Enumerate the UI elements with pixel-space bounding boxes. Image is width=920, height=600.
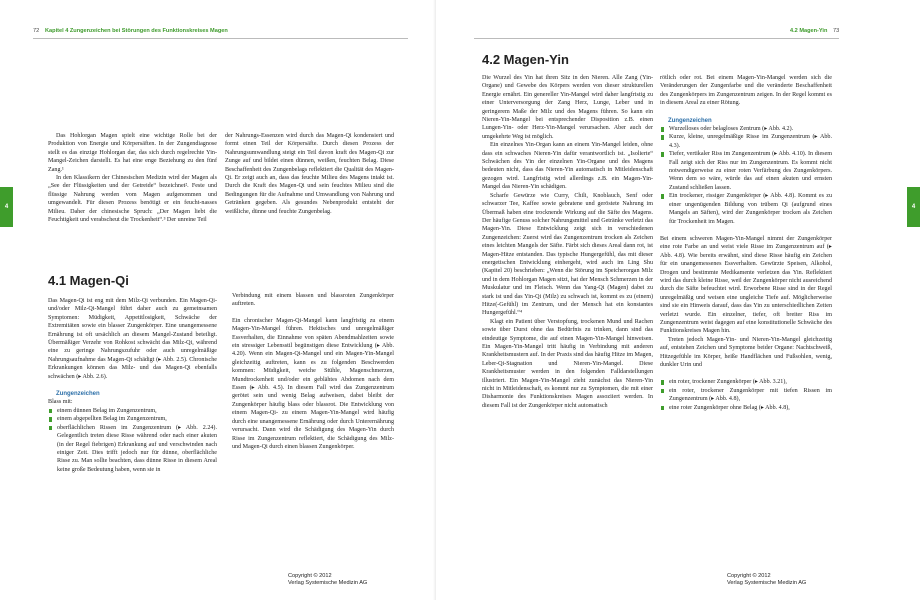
body-paragraph: Die Wurzel des Yin hat ihren Sitz in den Nieren. Alle Zang (Yin-Organe) und Gewebe des Körpers werden von dieser strukturellen Energie ernährt. Ein genereller Yin-Mangel wird daher langfristig zu einer Unterversorgung der Zang Herz, Lunge, Leber und in geringerem Maße der Milz und des Magens führen. So kann ein Nieren-Yin-Mangel bei entsprechender Disposition z.B. einen Lungen-Yin- oder Herz-Yin-Mangel verursachen. Aber auch der umgekehrte Weg ist möglich. (482, 75, 653, 140)
body-paragraph: Verbindung mit einem blassen und blassroten Zungenkörper auftreten. (232, 293, 394, 308)
list-item: oberflächlichen Rissen im Zungenzentrum (▸ Abb. 2.24). Gelegentlich treten diese Risse während oder nach einer akuten (in der Regel fiebrigen) Erkrankung auf und verschwinden nach einiger Zeit. Dies trifft jedoch nur für dünne, oberflächliche Risse zu. Man sollte beachten, dass dünne Risse in diesem Areal keine große Bedeutung haben, wenn sie in (48, 424, 217, 474)
body-column-left (482, 74, 653, 410)
symptom-list (660, 378, 832, 412)
page-number: 72 (33, 28, 40, 34)
section-heading: 4.2 Magen-Yin (482, 52, 569, 67)
list-item: Kurze, kleine, unregelmäßige Risse im Zungenzentrum (▸ Abb. 4.3). (660, 133, 832, 150)
copyright-notice: Copyright © 2012 Verlag Systemische Medizin AG (288, 573, 368, 586)
body-paragraph: Bei einem schweren Magen-Yin-Mangel nimmt der Zungenkörper eine rote Farbe an und weist viele Risse im Zungenzentrum auf (▸ Abb. 4.8). Wie bereits erwähnt, sind diese Risse häufig ein Zeichen für ein unangemessenes Essverhalten. Gewürzte Speisen, Alkohol, Drogen und bestimmte Medikamente verletzen das Yin. Reflektiert wird das durch kleine Risse, weil der Zungenkörper nicht ausreichend durch die Säfte befeuchtet wird. Erworbene Risse sind in der Regel unregelmäßig und weisen eine ungleiche Tiefe auf. Möglicherweise sind sie ein Hinweis darauf, dass das Yin zu unterschiedlichen Zeiten verletzt wurde. Ein einzelner, tiefer, oft breiter Riss im Zungenzentrum weist dagegen auf eine konstitutionelle Schwäche des Funktionskreises Magen hin. (660, 235, 832, 335)
intro-paragraph: Das Hohlorgan Magen spielt eine wichtige Rolle bei der Produktion von Energie und Körpersäften. In der Zungendiagnose stellt es das einzige Hohlorgan dar, das sich durch regelrechte Yin-Mangel-Zeichen darstellt. Es hat eine enge Beziehung zu den fünf Zang.¹ (48, 133, 217, 173)
subheading-zungenzeichen: Zungenzeichen (668, 117, 712, 124)
copyright-notice: Copyright © 2012 Verlag Systemische Medizin AG (727, 573, 807, 586)
header-rule (33, 38, 408, 39)
running-header: 4.2 Magen-Yin (790, 28, 828, 34)
body-paragraph: Scharfe Gewürze wie Curry, Chili, Knoblauch, Senf oder schwarzer Tee, Kaffee sowie gebratene und geröstete Nahrung im Übermaß haben eine trocknende Wirkung auf die Säfte des Magens. Der häufige Genuss solcher Nahrungsmittel und Getränke verletzt das Magen-Yin. Diese Entwicklung zeigt sich in verschiedenen Zungenzeichen: Zuerst wird das Zungenzentrum trocken als Zeichen eines leichten Mangels der Säfte. Färbt sich dieses Areal dann rot, ist Magen-Hitze entstanden. Das typische Hungergefühl, das mit dieser energetischen Entwicklung einhergeht, wird auch im Ling Shu (Kapitel 20) beschrieben: „Wenn die Störung im Speicherorgan Milz und in dem Hohlorgan Magen sitzt, hat der Mensch Schmerzen in der Muskulatur und im Fleisch. Wenn das Yang-Qi (Magen) dabei zu stark ist und das Yin-Qi (Milz) zu schwach ist, kommt es zu (einem) Hitze(-Gefühl) im Zentrum, und der Mensch hat ein konstantes Hungergefühl.“⁴ (482, 192, 653, 317)
tongue-sign-list (48, 407, 217, 474)
chapter-tab: 4 (0, 187, 13, 227)
chapter-tab: 4 (907, 187, 920, 227)
intro-column-right (225, 132, 394, 216)
tongue-sign-list (660, 125, 832, 226)
list-item: Ein trockener, rissiger Zungenkörper (▸ Abb. 4.8). Kommt es zu einer ungenügenden Bildung von trübem Qi (aufgrund eines Mangels an Säften), wird der Zungenkörper trocken als Zeichen für Trockenheit im Magen. (660, 192, 832, 226)
page-number: 73 (833, 28, 840, 34)
list-item: einem dünnen Belag im Zungenzentrum, (48, 407, 217, 415)
left-page (0, 0, 436, 600)
subheading-zungenzeichen: Zungenzeichen (56, 391, 100, 398)
intro-column-left (48, 132, 217, 224)
intro-paragraph: der Nahrungs-Essenzen wird durch das Magen-Qi kondensiert und formt einen Teil der Körpersäfte. Durch diesen Prozess der Nahrungsumwandlung steigt ein Teil davon kraft des Magen-Qi zur Zunge auf und bildet einen dünnen, weißen, feuchten Belag. Diese Beschaffenheit des Zungenbelags reflektiert die Qualität des Magen-Qi. Er zeigt auch an, dass das feuchte Milieu des Magens intakt ist. Durch die Kraft des Magen-Qi und sein feuchtes Milieu sind die Bedingungen für die Aufnahme und Umwandlung von Nahrung und Getränken gegeben. Als gesundes Nebenprodukt entsteht der weißliche, dünne und feuchte Zungenbelag. (225, 133, 394, 215)
section-column-left (48, 297, 217, 474)
body-paragraph: Ein chronischer Magen-Qi-Mangel kann langfristig zu einem Magen-Yin-Mangel führen. Hektisches und unregelmäßiger Essverhalten, die Einnahme von späten Abendmahlzeiten sowie ein stressiger Lebensstil begünstigen diese Entwicklung (▸ Abb. 4.20). Wenn ein Magen-Qi-Mangel und ein Magen-Yin-Mangel gleichzeitig auftreten, kann es zu folgenden Beschwerden kommen: Müdigkeit, weiche Stühle, Magenschmerzen, Mundtrockenheit und/oder ein geblähtes Abdomen nach dem Essen (▸ Abb. 4.5). In diesem Fall wird das Zungenzentrum gerötet sein und wenig Belag aufweisen, dabei bleibt der Zungenkörper häufig blass oder blassrot. Die Entwicklung von einem Magen-Qi- zu einem Magen-Yin-Mangel wird häufig durch eine unangemessene Ernährung oder durch Unterernährung verursacht. Dann wird die Schädigung des Magen-Yin durch Risse im Zungenzentrum reflektiert, die Schädigung des Milz- und Magen-Qi durch einen blassen Zungenkörper. (232, 317, 394, 450)
header-rule (474, 38, 839, 39)
list-item: ein roter, trockener Zungenkörper mit tiefen Rissen im Zungenzentrum (▸ Abb. 4.8), (660, 387, 832, 404)
list-item: einem abgepellten Belag im Zungenzentrum, (48, 415, 217, 423)
list-item: ein roter, trockener Zungenkörper (▸ Abb. 3.21), (660, 378, 832, 386)
right-page (436, 0, 916, 600)
intro-paragraph: In den Klassikern der Chinesischen Medizin wird der Magen als „See der Flüssigkeiten und der Getreide“ bezeichnet². Feste und flüssige Nahrung werden vom Magen aufgenommen und umgewandelt. Für diesen Prozess benötigt er ein feucht-nasses Milieu. Daher der chinesische Spruch: „Der Magen liebt die Feuchtigkeit und verabscheut die Trockenheit“.³ Der unreine Teil (48, 175, 217, 224)
blass-mit-label: Blass mit: (48, 399, 73, 406)
body-column-right (660, 74, 832, 412)
list-item: eine roter Zungenkörper ohne Belag (▸ Abb. 4.8), (660, 404, 832, 412)
body-paragraph: Das Magen-Qi ist eng mit dem Milz-Qi verbunden. Ein Magen-Qi- und/oder Milz-Qi-Mangel führt daher auch zu gemeinsamen Symptomen: Müdigkeit, Appetitlosigkeit, Schwäche der Extremitäten sowie ein blasser Zungenkörper. Eine unangemessene Ernährung ist oft ursächlich an diesem Mangel-Zustand beteiligt. Übermäßiger Verzehr von Rohkost schwächt das Milz-Qi, während eine zu geringe Nahrungszufuhr oder auch unregelmäßige Nahrungsaufnahme das Magen-Qi schädigt (▸ Abb. 2.5). Chronische Erkrankungen können das Milz- und das Magen-Qi ebenfalls schwächen (▸ Abb. 2.6). (48, 298, 217, 380)
body-paragraph: Ein einzelnes Yin-Organ kann an einem Yin-Mangel leiden, ohne dass ein schwaches Nieren-Yin dafür verantwortlich ist. „Isolierte“ Schwächen des Yin der einzelnen Yin-Organe und des Magens bedeuten nicht, dass das Nieren-Yin automatisch in Mitleidenschaft gezogen wird. Langfristig wird allerdings z.B. ein Magen-Yin-Mangel das Nieren-Yin schädigen. (482, 142, 653, 191)
section-column-right (232, 292, 394, 451)
running-header: Kapitel 4 Zungenzeichen bei Störungen des Funktionskreises Magen (45, 28, 228, 34)
section-heading: 4.1 Magen-Qi (48, 273, 129, 288)
list-item: Wurzelloses oder belagloses Zentrum (▸ Abb. 4.2). (660, 125, 832, 133)
body-paragraph: Treten jedoch Magen-Yin- und Nieren-Yin-Mangel gleichzeitig auf, entstehen Zeichen und Symptome beider Organe: Nachtschweiß, Hitzegefühle im Körper, heiße Handflächen und Fußsohlen, wenig, dunkler Urin und (660, 336, 832, 368)
list-item: Tiefer, vertikaler Riss im Zungenzentrum (▸ Abb. 4.10). In diesem Fall zeigt sich der Riss nur im Zungenzentrum. Es kommt nicht notwendigerweise zu einer roten Verfärbung des Zungenkörpers. Wenn dem so wäre, würde das auf einen akuten und ernsten Zustand schließen lassen. (660, 150, 832, 192)
body-paragraph: Klagt ein Patient über Verstopfung, trockenen Mund und Rachen sowie über Durst ohne das Bedürfnis zu trinken, dann sind das eindeutige Symptome, die auf einen Magen-Yin-Mangel hinweisen. Ein Magen-Yin-Mangel tritt häufig in Verbindung mit anderen Krankheitsmustern auf. In der Praxis sind das häufig Hitze im Magen, Leber-Qi-Stagnation und Nieren-Yin-Mangel. Diese Krankheitsmuster werden in den folgenden Falldarstellungen illustriert. Ein Magen-Yin-Mangel zieht zunächst das Nieren-Yin nicht in Mitleidenschaft, es kommt nur zu Symptomen, die mit einer Disharmonie des Funktionskreises Magen assoziiert werden. In diesem Fall ist der Zungenkörper nicht automatisch (482, 318, 653, 409)
body-paragraph: rötlich oder rot. Bei einem Magen-Yin-Mangel werden sich die Veränderungen der Zungenfarbe und die veränderte Beschaffenheit des Zungenkörpers im Zungenzentrum zeigen. In der Regel kommt es in diesem Areal zu einer Rötung. (660, 75, 832, 107)
